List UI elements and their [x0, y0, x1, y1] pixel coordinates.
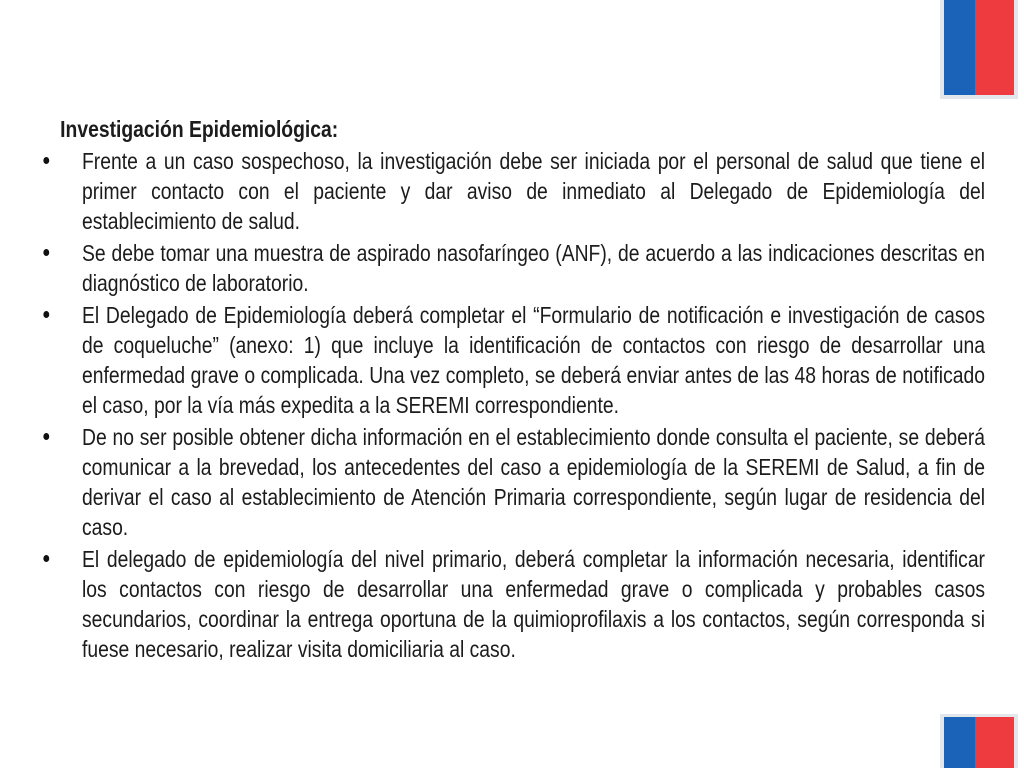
flag-top-right-icon — [940, 0, 1018, 99]
section-heading: Investigación Epidemiológica: — [60, 116, 339, 142]
bullet-text: El delegado de epidemiología del nivel primario, deberá completar la información necesaria, identificar los contactos con riesgo de desarrollar una enfermedad grave o complicada y probables casos secundarios, coordinar la entrega oportuna de la quimioprofilaxis a los contactos, según corresponda si fuese necesario, realizar visita domiciliaria al caso. — [82, 546, 985, 662]
bullet-icon — [43, 555, 49, 562]
flag-blue-stripe — [944, 0, 975, 95]
bullet-item — [40, 146, 985, 236]
bullet-item — [40, 300, 985, 420]
bullet-text: El Delegado de Epidemiología deberá completar el “Formulario de notificación e investigación de casos de coqueluche” (anexo: 1) que incluye la identificación de contactos con riesgo de desarrollar una enfermedad grave o complicada. Una vez completo, se deberá enviar antes de las 48 horas de notificado el caso, por la vía más expedita a la SEREMI correspondiente. — [82, 302, 985, 418]
bullet-item — [40, 422, 985, 542]
bullet-icon — [43, 249, 49, 256]
bullet-icon — [43, 157, 49, 164]
bullet-item — [40, 544, 985, 664]
slide-content — [40, 112, 985, 664]
flag-blue-stripe — [944, 717, 975, 768]
bullet-text: Se debe tomar una muestra de aspirado nasofaríngeo (ANF), de acuerdo a las indicaciones descritas en diagnóstico de laboratorio. — [82, 240, 985, 296]
flag-bottom-right-icon — [940, 714, 1018, 768]
bullet-item — [40, 238, 985, 298]
bullet-icon — [43, 433, 49, 440]
slide-body — [40, 112, 985, 682]
bullet-text: De no ser posible obtener dicha información en el establecimiento donde consulta el paciente, se deberá comunicar a la brevedad, los antecedentes del caso a epidemiología de la SEREMI de Salud, a fin de derivar el caso al establecimiento de Atención Primaria correspondiente, según lugar de residencia del caso. — [82, 424, 985, 540]
flag-red-stripe — [975, 0, 1014, 95]
bullet-text: Frente a un caso sospechoso, la investigación debe ser iniciada por el personal de salud que tiene el primer contacto con el paciente y dar aviso de inmediato al Delegado de Epidemiología del establecimiento de salud. — [82, 148, 985, 234]
flag-red-stripe — [975, 717, 1014, 768]
bullet-icon — [43, 311, 49, 318]
